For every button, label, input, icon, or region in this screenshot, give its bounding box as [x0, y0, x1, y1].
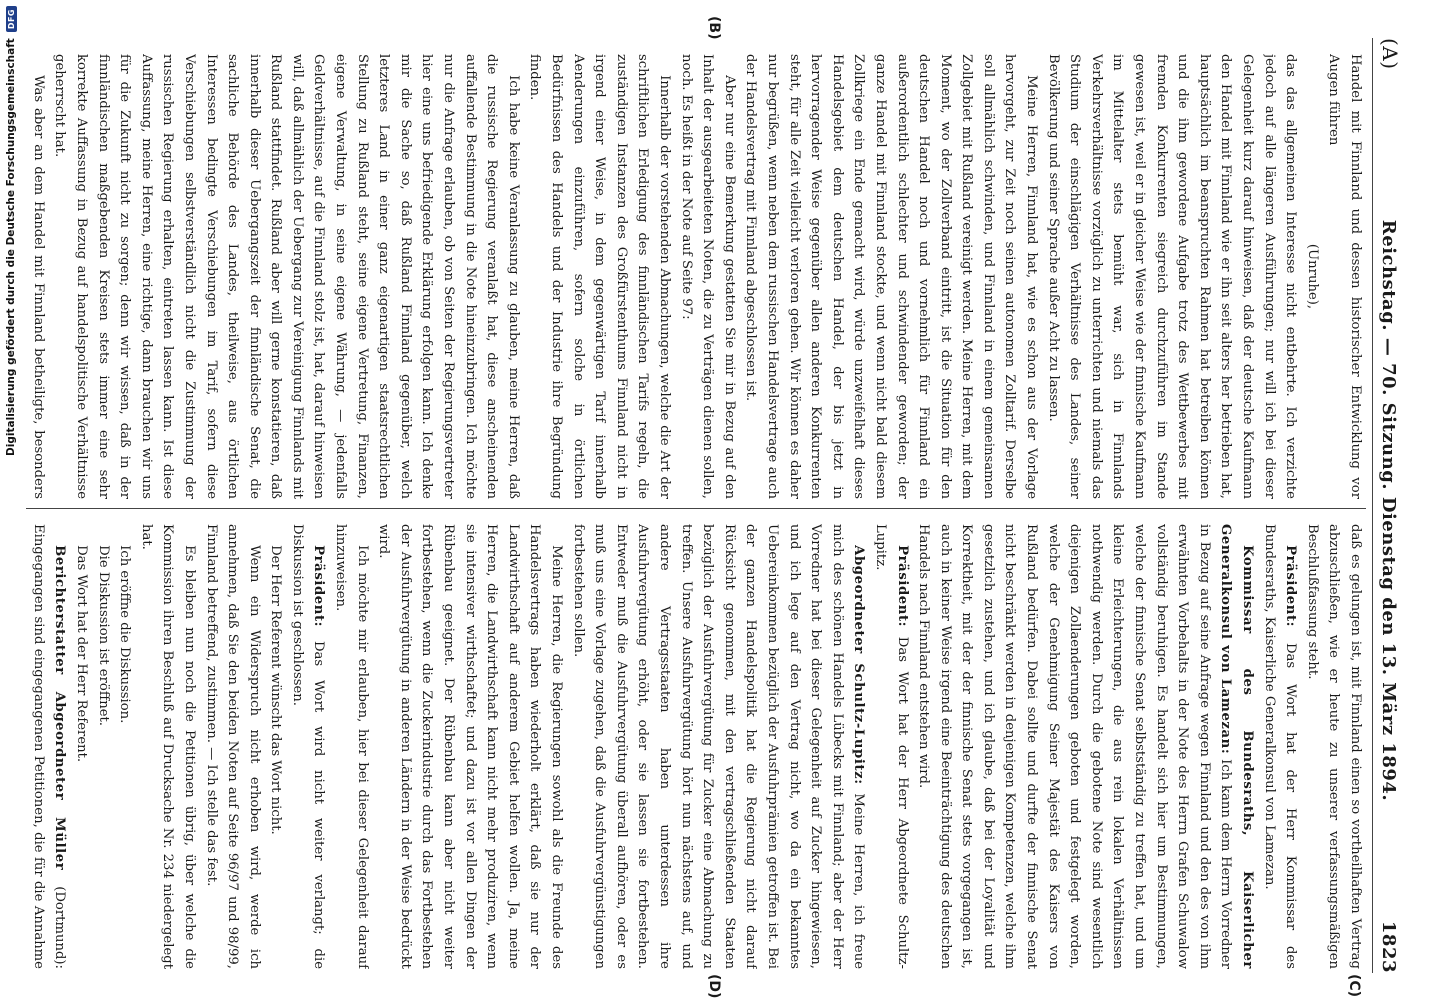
margin-marker-c: (C)	[1346, 974, 1362, 998]
header-marker-a: (A)	[1378, 38, 1402, 70]
right-paragraph-1: daß es gelungen ist, mit Finnland einen so vortheilhaften Vertrag abzuschließen, wie er heute zu unserer verfassungsmäßigen Beschlußfassung steht.	[1304, 524, 1363, 969]
right-paragraph-10: Wenn ein Widerspruch nicht erhoben wird, werde ich annehmen, daß Sie den beiden Noten auf Seite 96/97 und 98/99, Finnland betreffend, zustimmen. — Ich stelle das fest.	[203, 524, 262, 969]
left-paragraph-1: Handel mit Finnland und dessen historischer Entwicklung vor Augen führen	[1326, 54, 1363, 499]
left-interjection: (Unruhe),	[1304, 243, 1320, 310]
right-paragraph-11: Es bleiben nun noch die Petitionen übrig, über welche die Kommission ihren Beschluß auf Drucksache Nr. 234 niedergelegt hat.	[138, 524, 197, 969]
left-column	[26, 54, 1366, 499]
right-paragraph-9: Der Herr Referent wünscht das Wort nicht.	[268, 545, 284, 835]
dfg-logo: DFG	[6, 6, 17, 32]
speaker-praesident: Präsident:	[311, 545, 327, 628]
right-paragraph-6: Meine Herren, die Regierungen sowohl als die Freunde des Handelsvertrags haben wiederholt erklärt, daß sie nur der Landwirthschaft auf anderem Gebiet helfen wollen. Ja, meine Herren, die Landwirthschaft kann nicht mehr produziren, wenn sie intensiver wirthschaftet; und dazu ist vor allen Dingen der Rübenbau geeignet. Der Rübenbau kann aber nicht weiter fortbestehen, wenn die Zuckerindustrie durch das Fortbestehen der Ausfuhrvergütung in anderen Ländern in der Weise bedrückt wird.	[376, 524, 565, 969]
right-paragraph-3-text: Ich kann dem Herrn Vorredner in Bezug auf seine Anfrage wegen Finnland und den des von ihm erwähnten Vorbehalts in der Note des Herrn Grafen Schuwalow vollständig beruhigen. Es handelt sich hier um Bestimmungen, welche der finnische Senat selbstständig zu treffen hat, und um kleine Erleichterungen, die aus rein lokalen Verhältnissen nothwendig werden. Durch die gebotene Note sind wesentlich diejenigen Zollaenderungen geboten und festgelegt worden, welche der Genehmigung Seiner Majestät des Kaisers von Rußland bedürfen. Dabei sollte und durfte der finnische Senat nicht beschränkt werden in denjenigen Kompetenzen, welche ihm gesetzlich zustehen, und ich glaube, daß bei der Loyalität und Korrektheit, mit der der finnische Senat stets vorgegangen ist, auch in keiner Weise irgend eine Beeinträchtigung des deutschen Handels nach Finnland entstehen wird.	[916, 524, 1234, 969]
right-paragraph-5	[567, 524, 869, 969]
right-paragraph-12: Ich eröffne die Diskussion.	[117, 545, 133, 724]
column-divider	[26, 508, 1366, 509]
left-paragraph-4: Meine Herren, Finnland hat, wie es schon aus der Vorlage hervorgeht, zur Zeit noch seinen autonomen Zolltarif. Derselbe soll allmählich schwinden, und Finnland in einem gemeinsamen Zollgebiet mit Rußland vereinigt werden. Meine Herren, mit dem Moment, wo der Zollverband eintritt, ist die Situation für den deutschen Handel noch und vornehmlich für Finnland ein außerordentlich schlechter und schwindender geworden; der ganze Handel mit Finnland stockte, und wenn nicht bald diesem Zollkriege ein Ende gemacht wird, würde unzweifelhaft dieses Handelsgebiet dem deutschen Handel, der bis jetzt in hervorragender Weise gegenüber allen anderen Konkurrenten steht, für alle Zeit vielleicht verloren gehen. Wir können es daher nur begrüßen, wenn neben dem russischen Handelsvertrage auch der Handelsvertrag mit Finnland abgeschlossen ist.	[743, 54, 1040, 499]
left-quotation: Innerhalb der vorstehenden Abmachungen, welche die Art der schriftlichen Erledigung des finnländischen Tarifs regeln, die zuständigen Instanzen des Großfürstenthums Finnland nicht in irgend einer Weise, in dem gegenwärtigen Tarif innerhalb Aenderungen einzuführen, sofern solche in örtlichen Bedürfnissen des Handels und der Industrie ihre Begründung finden.	[527, 54, 672, 499]
left-paragraph-8: Was aber an dem Handel mit Finnland betheiligte, besonders	[30, 75, 46, 499]
right-paragraph-5-text: Meine Herren, ich freue mich des schönen Handels Lübecks mit Finnland; aber der Herr Vorredner hat bei dieser Gelegenheit auf Zucker hingewiesen, und ich lege auf den Vertrag nicht, wo da ein bekanntes Uebereinkommen bezüglich der Ausfuhrprämien getroffen ist. Bei der ganzen Handelspolitik hat die Regierung nicht darauf Rücksicht genommen, mit den vertragschließenden Staaten bezüglich der Ausfuhrvergütung für Zucker eine Abmachung zu treffen. Unsere Ausfuhrvergütung hört nun nächstens auf, und andere Vertragsstaaten haben unterdessen ihre Ausfuhrvergütung erhöht, oder sie lassen sie fortbestehen. Entweder muß die Ausfuhrvergütung überall aufhören, oder es muß uns eine Vorlage zugehen, daß die Ausfuhrvergünstigungen fortbestehen sollen.	[570, 524, 867, 969]
right-paragraph-13: Die Diskussion ist eröffnet.	[95, 545, 111, 726]
page-header	[1372, 38, 1402, 973]
digitization-credit-text: Digitalisierung gefördert durch die Deutsche Forschungsgemeinschaft	[5, 38, 17, 456]
speaker-schultz-lupitz: Abgeordneter Schultz-Lupitz:	[851, 545, 867, 785]
speaker-mueller: Berichterstatter Abgeordneter Müller	[52, 545, 68, 871]
right-paragraph-8-text: Das Wort wird nicht weiter verlangt; die Diskussion ist geschlossen.	[289, 524, 327, 969]
right-paragraph-7: Ich möchte mir erlauben, hier bei dieser Gelegenheit darauf hinzuweisen.	[333, 524, 370, 969]
right-column	[26, 524, 1366, 969]
speaker-praesident: Präsident:	[1283, 545, 1299, 628]
left-paragraph-3: das das allgemeinen Interesse nicht entbehrte. Ich verzichte jedoch auf alle längeren Ausführungen; nur will ich bei dieser Gelegenheit kurz darauf hinweisen, daß der deutsche Kaufmann den Handel mit Finnland wie er ihn seit alters her betrieben hat, hauptsächlich im beanspruchten Rahmen hat betreiben können und die ihm gewordene Aufgabe trotz des Wettbewerbes mit fremden Konkurrenten siegreich durchzuführen im Stande gewesen ist, weil er in gleicher Weise wie der finnische Kaufmann im Mittelalter stets bemüht war, sich in Finnlands Verkehrsverhältnisse vorzüglich zu unterrichten und niemals das Studium der einschlägigen Verhältnisse des Landes, seiner Bevölkerung und seiner Sprache außer Acht zu lassen.	[1045, 54, 1299, 499]
margin-marker-b: (B)	[706, 16, 722, 40]
right-paragraph-3	[913, 524, 1259, 969]
margin-marker-d: (D)	[706, 974, 722, 999]
right-paragraph-2	[1258, 524, 1301, 969]
speaker-kommissar: Kommissar des Bundesraths, Kaiserlicher Generalkonsul von Lamezan:	[1218, 524, 1256, 969]
right-paragraph-4	[869, 524, 912, 969]
speaker-praesident: Präsident:	[894, 545, 910, 628]
right-paragraph-8	[286, 524, 329, 969]
header-title: Reichstag. — 70. Sitzung. Dienstag den 13. März 1894.	[1378, 219, 1399, 802]
right-paragraph-15	[26, 524, 70, 969]
right-paragraph-2-text: Das Wort hat der Herr Kommissar des Bundesraths, Kaiserliche Generalkonsul von Lamezan.	[1261, 524, 1299, 969]
right-paragraph-4-text: Das Wort hat der Herr Abgeordnete Schultz-Lupitz.	[872, 524, 910, 969]
left-paragraph-7: Ich habe keine Veranlassung zu glauben, meine Herren, daß die russische Regierung veranlaßt hat, diese anscheinenden auffallende Bestimmung in die Note hineinzubringen. Ich möchte nur die Anfrage erlauben, ob von Seiten der Regierungsvertreter hier eine uns befriedigende Erklärung erfolgen kann. Ich denke mir die Sache so, daß Rußland Finnland gegenüber, welch letzteres Land in einer ganz eigenartigen staatsrechtlichen Stellung zu Rußland steht, seine eigene Vertretung, Finanzen, eigene Verwaltung, in seine eigene Währung, — jedenfalls Geldverhältnisse, auf die Finnland stolz ist, hat, darauf hinweisen will, daß allmählich der Uebergang zur Vereinigung Finnlands mit Rußland stattfindet. Rußland aber will gerne konstatieren, daß innerhalb dieser Uebergangszeit der finnländische Senat, die sachliche Behörde des Landes, theilweise, aus örtlichen Interessen bedingte Verschiebungen im Tarif, sofern diese Verschiebungen selbstverständlich nicht die Zustimmung der russischen Regierung erhalten, eintreten lassen kann. Ist diese Auffassung, meine Herren, eine richtige, dann brauchen wir uns für die Zukunft nicht zu sorgen; denn wir wissen, daß in der finnländischen maßgebenden Kreisen stets immer eine sehr korrekte Auffassung in Bezug auf handelspolitische Verhältnisse geherrscht hat.	[52, 54, 521, 499]
right-paragraph-14: Das Wort hat der Herr Referent.	[73, 545, 89, 763]
left-paragraph-5: Aber nur eine Bemerkung gestatten Sie mir in Bezug auf den Inhalt der ausgearbeiteten Noten, die zu Verträgen dienen sollen, noch. Es heißt in der Note auf Seite 97:	[678, 54, 737, 499]
digitization-credit	[0, 0, 22, 1000]
right-paragraph-15-text: (Dortmund): Eingegangen sind eingegangenen Petitionen, die für die Annahme	[30, 524, 68, 969]
page-number: 1823	[1378, 920, 1399, 973]
